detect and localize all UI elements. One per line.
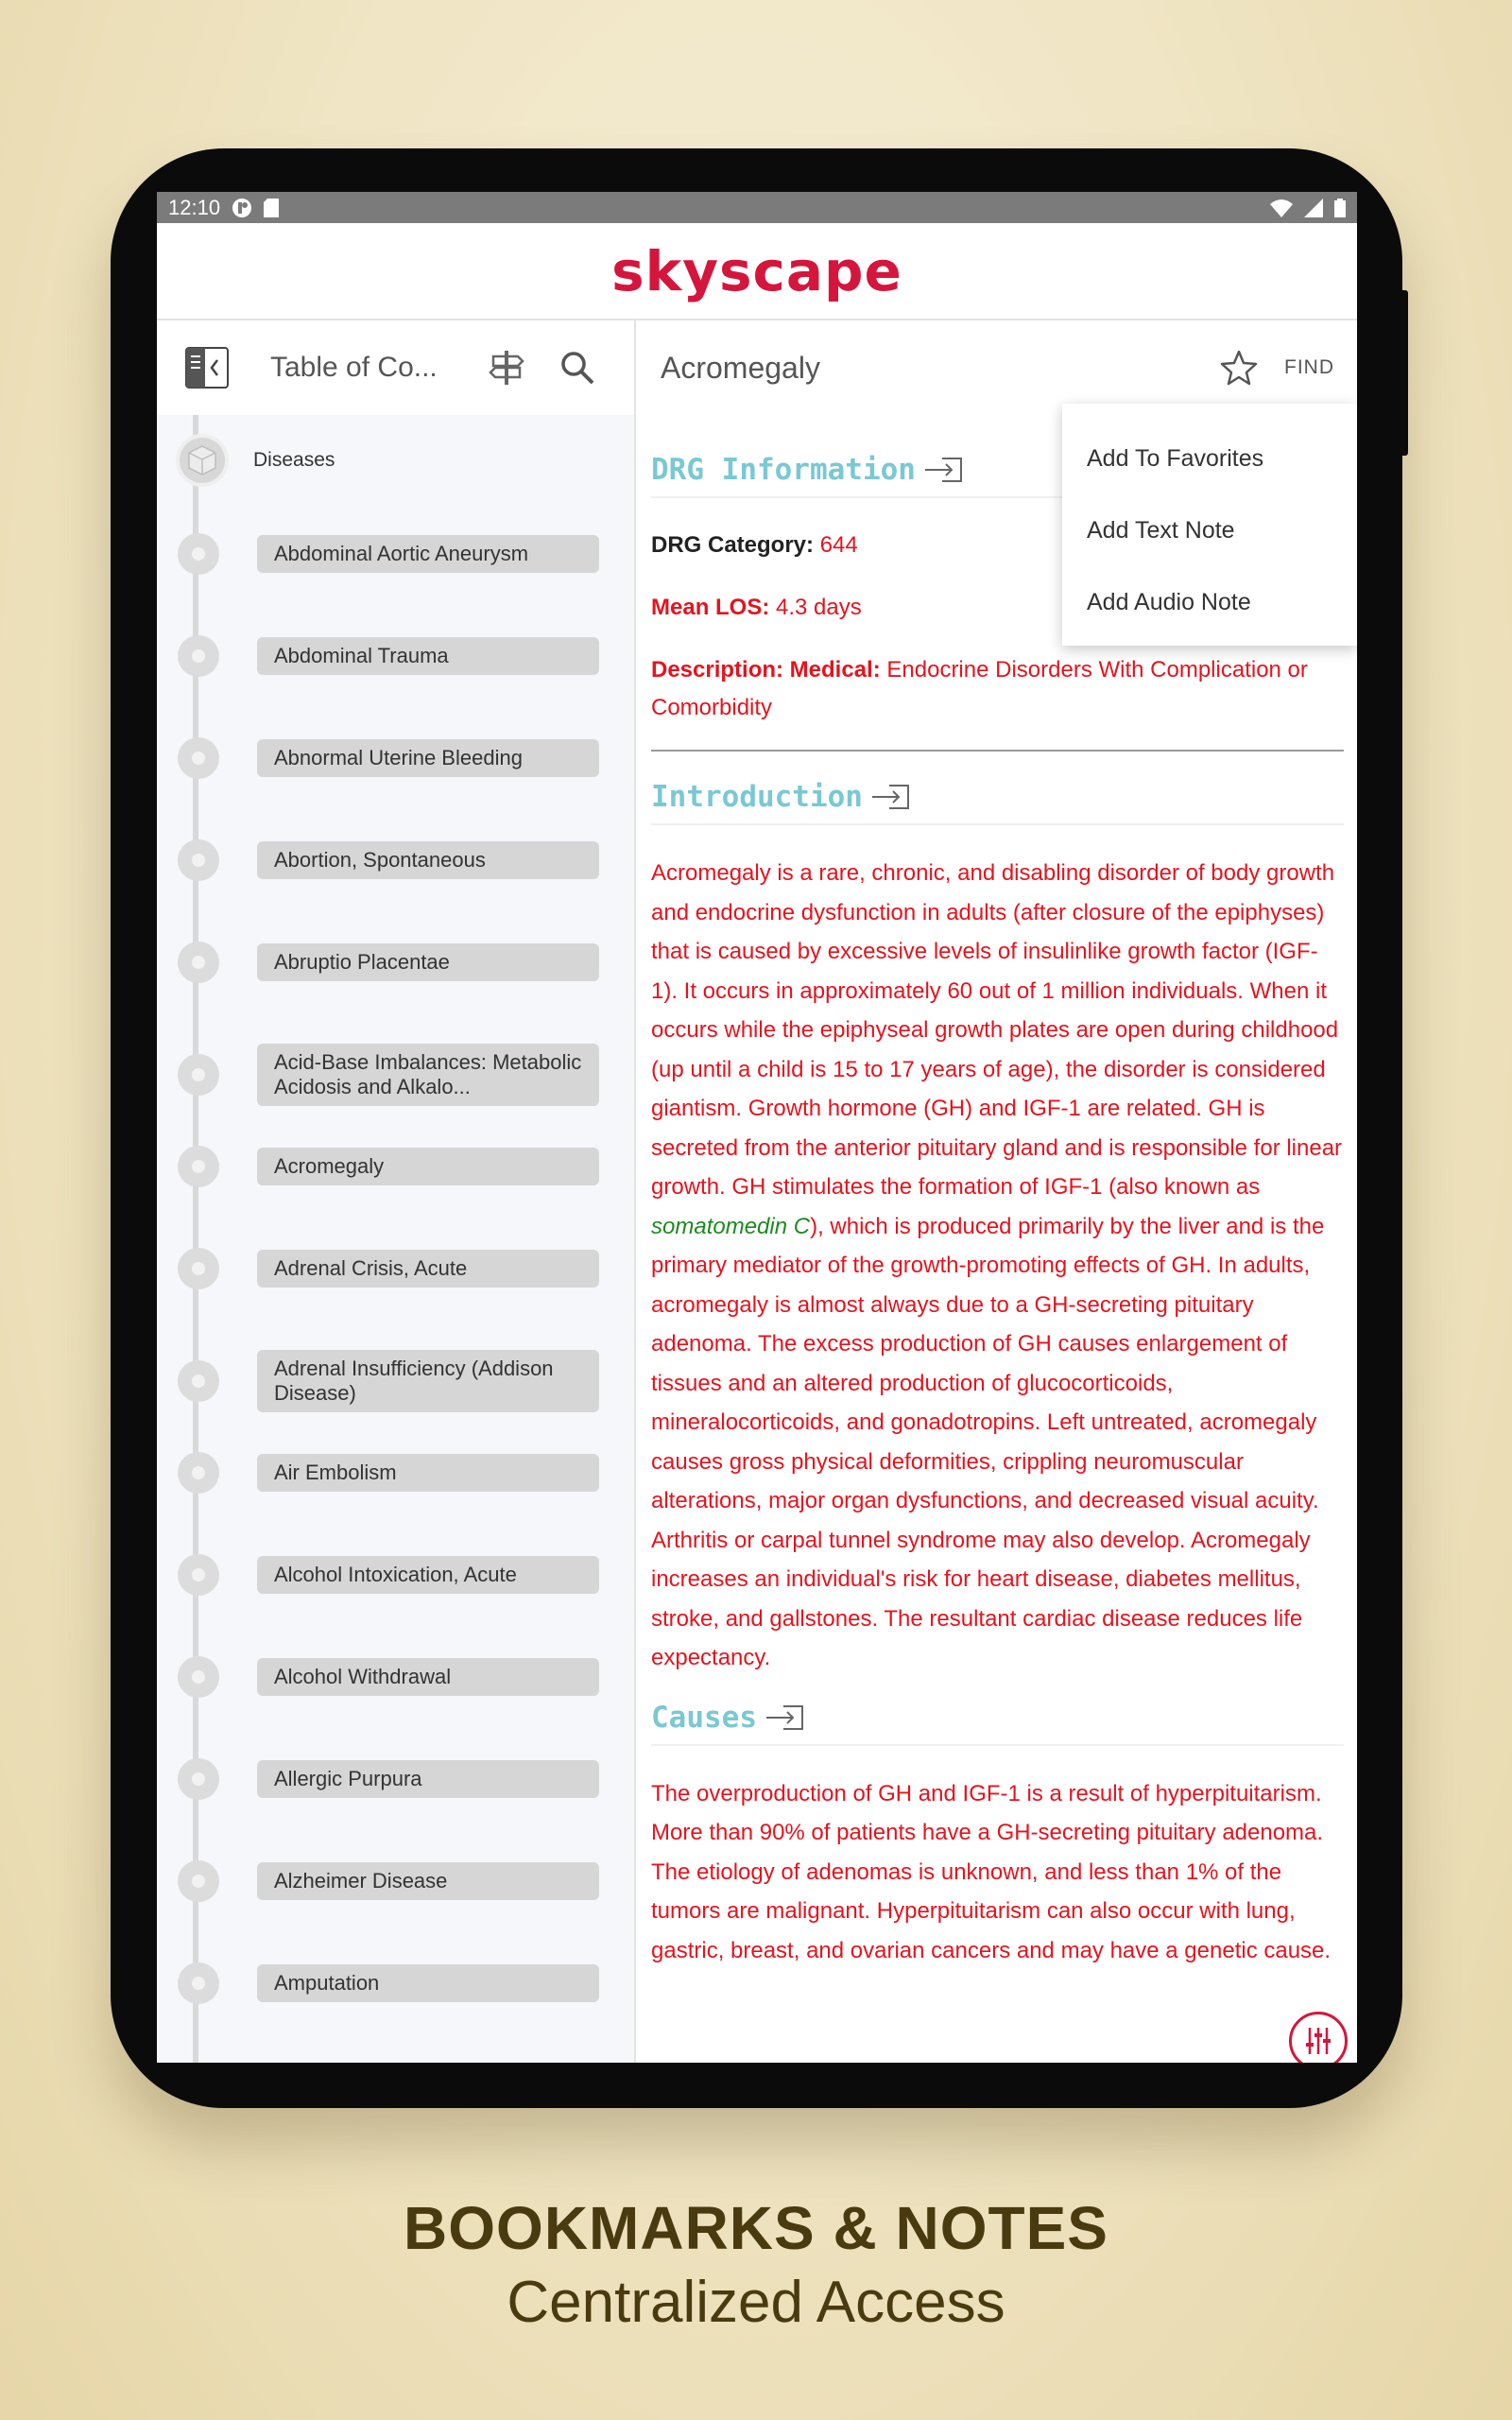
- find-button[interactable]: FIND: [1284, 356, 1334, 378]
- toc-root[interactable]: [176, 434, 335, 487]
- toc-node: [178, 1554, 219, 1596]
- cube-icon: [176, 434, 229, 487]
- toc-item[interactable]: [178, 1962, 599, 2004]
- signal-icon: [1304, 199, 1323, 217]
- toc-panel: [157, 320, 636, 2063]
- toc-item[interactable]: [178, 1656, 599, 1698]
- toc-node: [178, 1248, 219, 1289]
- drg-category-key: DRG Category:: [651, 532, 815, 558]
- notification-icon: [232, 198, 252, 218]
- toc-item[interactable]: [178, 1350, 599, 1412]
- toc-item-label[interactable]: Abruptio Placentae: [257, 943, 599, 981]
- toc-node: [178, 1656, 219, 1698]
- causes-text: The overproduction of GH and IGF-1 is a result of hyperpituitarism. More than 90% of patients have a GH-secreting pituitary adenoma. The etiology of adenomas is unknown, and less than 1% of the tumors are malignant. Hyperpituitarism can also occur with lung, gastric, breast, and ovarian cancers and may have a genetic cause.: [651, 1780, 1332, 1963]
- mean-los-value: 4.3 days: [776, 595, 862, 620]
- document-toolbar: [636, 320, 1357, 415]
- toc-item-label[interactable]: Acid-Base Imbalances: Metabolic Acidosis and Alkalo...: [257, 1044, 599, 1106]
- star-icon[interactable]: [1220, 350, 1258, 386]
- toc-item-label[interactable]: Air Embolism: [257, 1454, 599, 1492]
- toc-item[interactable]: [178, 1860, 599, 1902]
- toc-item[interactable]: [178, 839, 599, 881]
- section-heading-introduction[interactable]: [651, 780, 1344, 825]
- jump-icon[interactable]: [923, 455, 965, 485]
- caption-subline: Centralized Access: [507, 2270, 1005, 2335]
- overflow-menu: [1062, 404, 1357, 646]
- menu-add-audio-note[interactable]: Add Audio Note: [1087, 588, 1251, 615]
- caption-headline: BOOKMARKS & NOTES: [404, 2194, 1108, 2262]
- device-screen: [157, 192, 1357, 2063]
- menu-add-text-note[interactable]: Add Text Note: [1087, 516, 1235, 544]
- toc-node: [178, 1860, 219, 1902]
- status-time: 12:10: [168, 195, 221, 219]
- toc-node: [178, 1452, 219, 1494]
- toc-item-label[interactable]: Abdominal Trauma: [257, 637, 599, 675]
- toc-item[interactable]: [178, 942, 599, 983]
- somatomedin-term[interactable]: somatomedin C: [651, 1213, 811, 1239]
- toc-node: [178, 533, 219, 575]
- toc-node: [178, 1146, 219, 1187]
- toc-item-label[interactable]: Alcohol Withdrawal: [257, 1658, 599, 1696]
- drg-description: [651, 651, 1344, 727]
- power-button: [1399, 389, 1408, 456]
- search-icon[interactable]: [559, 350, 595, 386]
- drg-category-value: 644: [819, 532, 858, 558]
- toc-item[interactable]: [178, 1554, 599, 1596]
- toc-node: [178, 1962, 219, 2004]
- volume-button: [1399, 290, 1408, 394]
- toc-item-label[interactable]: Acromegaly: [257, 1148, 599, 1185]
- introduction-text-part: ), which is produced primarily by the liver and is the primary mediator of the growth-promoting effects of GH. In adults, acromegaly is almost always due to a GH-secreting pituitary adenoma. The excess production of GH causes enlargement of tissues and an altered production of glucocorticoids, mineralocorticoids, and gonadotropins. Left untreated, acromegaly causes gross physical deformities, crippling neuromuscular alterations, major organ dysfunctions, and decreased visual acuity. Arthritis or carpal tunnel syndrome may also develop. Acromegaly increases an individual's risk for heart disease, diabetes mellitus, stroke, and gallstones. The resultant cardiac disease reduces life expectancy.: [651, 1213, 1325, 1670]
- toc-item-label[interactable]: Abdominal Aortic Aneurysm: [257, 535, 599, 573]
- toc-item[interactable]: [178, 737, 599, 779]
- app-header: [157, 223, 1357, 320]
- toc-node: [178, 1054, 219, 1096]
- jump-icon[interactable]: [870, 782, 912, 812]
- toc-item[interactable]: [178, 1758, 599, 1800]
- section-heading-causes[interactable]: [651, 1701, 1344, 1746]
- toc-item-label[interactable]: Adrenal Crisis, Acute: [257, 1250, 599, 1288]
- skyscape-logo: skyscape: [611, 238, 902, 303]
- introduction-text: [651, 854, 1344, 1678]
- document-panel: [636, 320, 1357, 2063]
- toc-node: [178, 635, 219, 677]
- toc-item-label[interactable]: Abnormal Uterine Bleeding: [257, 739, 599, 777]
- wifi-icon: [1270, 199, 1293, 217]
- toc-item[interactable]: [178, 1248, 599, 1289]
- toc-item[interactable]: [178, 1044, 599, 1106]
- sliders-icon: [1301, 2024, 1335, 2058]
- toc-node: [178, 942, 219, 983]
- toc-item[interactable]: [178, 1452, 599, 1494]
- toc-toolbar: [157, 320, 634, 415]
- toc-node: [178, 1360, 219, 1402]
- mean-los-key: Mean LOS:: [651, 595, 770, 620]
- drg-description-value: Endocrine Disorders With Complication or Comorbidity: [651, 657, 1308, 720]
- toc-node: [178, 1758, 219, 1800]
- sd-card-icon: [264, 199, 279, 217]
- toc-item-label[interactable]: Allergic Purpura: [257, 1760, 599, 1798]
- toc-root-label: Diseases: [253, 449, 335, 471]
- battery-icon: [1334, 199, 1346, 217]
- toc-item[interactable]: [178, 533, 599, 575]
- toc-item-label[interactable]: Abortion, Spontaneous: [257, 841, 599, 879]
- toc-item-label[interactable]: Alcohol Intoxication, Acute: [257, 1556, 599, 1594]
- status-bar: [157, 192, 1357, 223]
- document-title: Acromegaly: [661, 350, 820, 385]
- section-heading-label: Introduction: [651, 780, 863, 814]
- toc-item-label[interactable]: Alzheimer Disease: [257, 1862, 599, 1900]
- jump-icon[interactable]: [765, 1703, 806, 1733]
- introduction-text-part: Acromegaly is a rare, chronic, and disabling disorder of body growth and endocrine dysfunction in adults (after closure of the epiphyses) that is caused by excessive levels of insulinlike growth factor (IGF-1). It occurs in approximately 60 out of 1 million individuals. When it occurs while the epiphyseal growth plates are open during childhood (up until a child is 15 to 17 years of age), the disorder is considered giantism. Growth hormone (GH) and IGF-1 are related. GH is secreted from the anterior pituitary gland and is responsible for linear growth. GH stimulates the formation of IGF-1 (also known as: [651, 860, 1343, 1200]
- document-content: [636, 415, 1357, 1970]
- collapse-panel-icon[interactable]: [185, 347, 229, 389]
- toc-item[interactable]: [178, 635, 599, 677]
- toc-item-label[interactable]: Amputation: [257, 1964, 599, 2002]
- drg-description-key: Description: Medical:: [651, 657, 881, 683]
- toc-node: [178, 737, 219, 779]
- section-heading-label: DRG Information: [651, 453, 916, 487]
- toc-item-label[interactable]: Adrenal Insufficiency (Addison Disease): [257, 1350, 599, 1412]
- toc-item[interactable]: [178, 1146, 599, 1187]
- signpost-icon[interactable]: [488, 349, 525, 387]
- toc-title: Table of Co...: [270, 352, 438, 383]
- toc-node: [178, 839, 219, 881]
- section-divider: [651, 750, 1344, 752]
- menu-add-to-favorites[interactable]: Add To Favorites: [1087, 444, 1264, 472]
- section-heading-label: Causes: [651, 1700, 757, 1735]
- settings-fab[interactable]: [1289, 2012, 1348, 2063]
